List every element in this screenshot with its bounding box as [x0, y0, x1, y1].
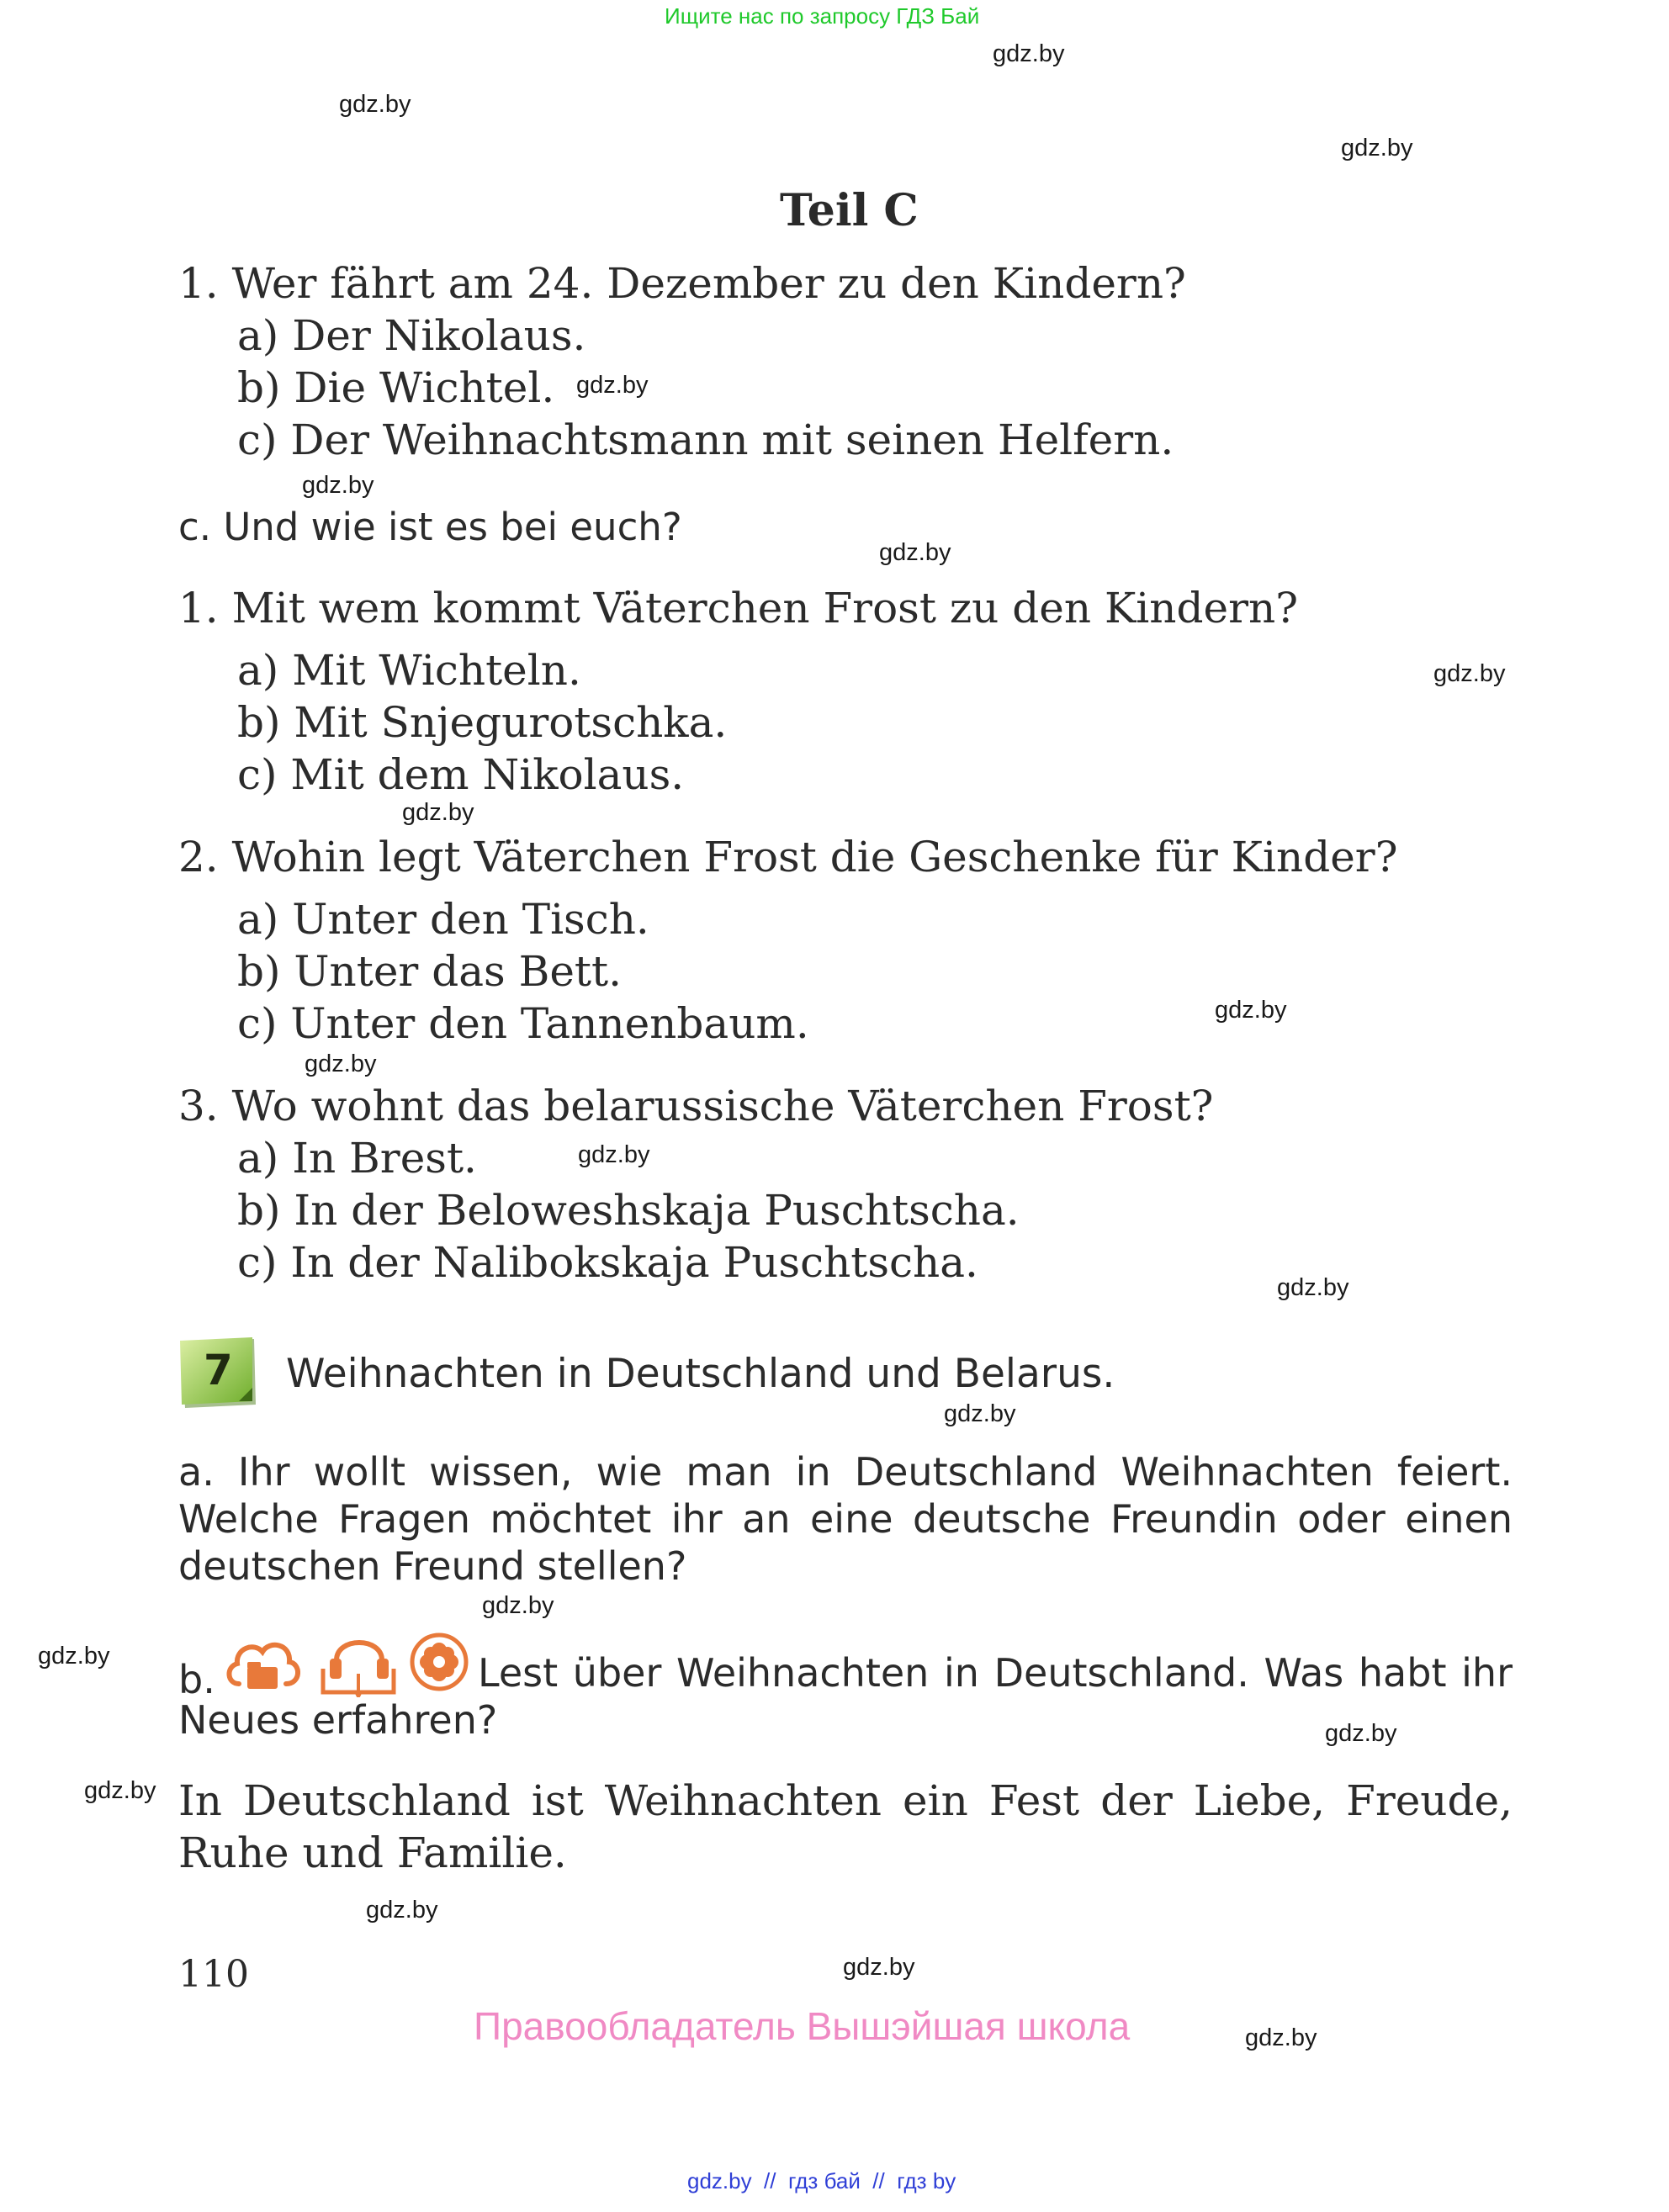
- watermark: gdz.by: [1433, 660, 1506, 687]
- quiz-q2-option-c: c) Unter den Tannenbaum.: [237, 999, 809, 1048]
- part-a-line-3: deutschen Freund stellen?: [178, 1543, 687, 1589]
- quiz-q2-option-a: a) Unter den Tisch.: [237, 895, 649, 944]
- page-title: Teil C: [780, 185, 919, 236]
- watermark: gdz.by: [944, 1400, 1016, 1427]
- top-banner: Ищите нас по запросу ГДЗ Бай: [665, 3, 980, 29]
- watermark: gdz.by: [339, 91, 411, 118]
- teil-c-q1-option-b: b) Die Wichtel.: [237, 363, 555, 412]
- teil-c-question-1: 1. Wer fährt am 24. Dezember zu den Kindern?: [178, 259, 1186, 308]
- part-b-line-1: Lest über Weihnachten in Deutschland. Was habt ihr: [478, 1650, 1513, 1696]
- watermark: gdz.by: [843, 1954, 915, 1981]
- part-a-line-1: a. Ihr wollt wissen, wie man in Deutschland Weihnachten feiert.: [178, 1449, 1513, 1495]
- watermark: gdz.by: [366, 1897, 438, 1924]
- teil-c-q1-option-a: a) Der Nikolaus.: [237, 311, 586, 360]
- book-headphones-icon: [318, 1632, 399, 1697]
- quiz-q1-option-c: c) Mit dem Nikolaus.: [237, 750, 685, 799]
- teil-c-q1-option-c: c) Der Weihnachtsmann mit seinen Helfern.: [237, 415, 1174, 464]
- watermark: gdz.by: [84, 1777, 156, 1804]
- flower-icon: [409, 1632, 469, 1692]
- quiz-question-3: 3. Wo wohnt das belarussische Väterchen Frost?: [178, 1082, 1214, 1130]
- quiz-q1-option-b: b) Mit Snjegurotschka.: [237, 698, 728, 747]
- quiz-question-1: 1. Mit wem kommt Väterchen Frost zu den Kindern?: [178, 584, 1299, 632]
- quiz-q1-option-a: a) Mit Wichteln.: [237, 646, 581, 695]
- watermark: gdz.by: [1277, 1274, 1349, 1301]
- watermark: gdz.by: [576, 372, 649, 399]
- section-c-heading: c. Und wie ist es bei euch?: [178, 505, 682, 549]
- part-b-line-2: Neues erfahren?: [178, 1697, 498, 1743]
- quiz-q3-option-c: c) In der Nalibokskaja Puschtscha.: [237, 1238, 978, 1287]
- watermark: gdz.by: [578, 1141, 650, 1168]
- watermark: gdz.by: [1341, 135, 1413, 161]
- quiz-q3-option-a: a) In Brest.: [237, 1134, 477, 1183]
- watermark: gdz.by: [1245, 2024, 1317, 2051]
- exercise-number: 7: [204, 1346, 233, 1394]
- watermark: gdz.by: [993, 40, 1065, 67]
- watermark: gdz.by: [38, 1643, 110, 1670]
- quiz-q2-option-b: b) Unter das Bett.: [237, 947, 623, 996]
- rights-holder: Правообладатель Вышэйшая школа: [474, 2004, 1131, 2048]
- quiz-question-2: 2. Wohin legt Väterchen Frost die Geschenke für Kinder?: [178, 833, 1398, 881]
- footer-links[interactable]: gdz.by // гдз бай // гдз by: [687, 2168, 956, 2193]
- watermark: gdz.by: [482, 1592, 554, 1619]
- exercise-number-badge: [178, 1337, 259, 1410]
- watermark: gdz.by: [305, 1050, 377, 1077]
- watermark: gdz.by: [402, 799, 474, 826]
- watermark: gdz.by: [879, 539, 951, 566]
- watermark: gdz.by: [1325, 1720, 1397, 1747]
- reading-line-1: In Deutschland ist Weihnachten ein Fest der Liebe, Freude,: [178, 1776, 1513, 1825]
- cloud-folder-icon: [224, 1633, 301, 1696]
- part-b-label: b.: [178, 1657, 215, 1702]
- watermark: gdz.by: [302, 472, 374, 499]
- part-a-line-2: Welche Fragen möchtet ihr an eine deutsche Freundin oder einen: [178, 1496, 1513, 1542]
- watermark: gdz.by: [1215, 997, 1287, 1024]
- quiz-q3-option-b: b) In der Beloweshskaja Puschtscha.: [237, 1186, 1020, 1235]
- page-number: 110: [178, 1953, 249, 1996]
- reading-line-2: Ruhe und Familie.: [178, 1828, 567, 1877]
- exercise-title: Weihnachten in Deutschland und Belarus.: [286, 1351, 1115, 1397]
